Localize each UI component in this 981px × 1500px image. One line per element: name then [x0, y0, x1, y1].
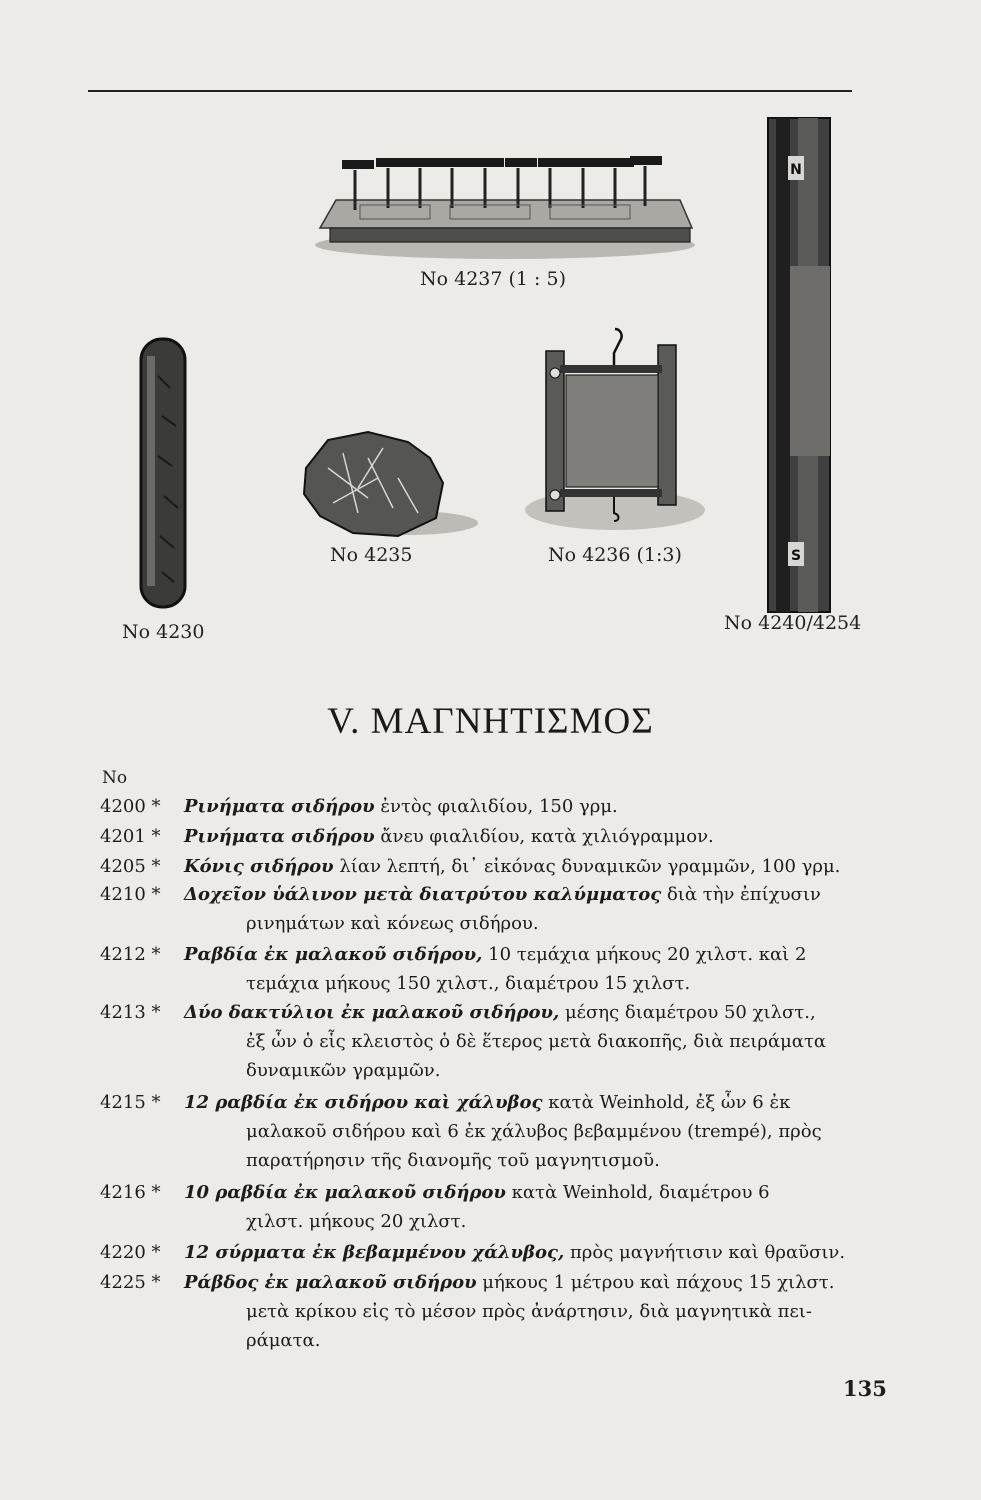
entry-text: ἐντὸς φιαλιδίου, 150 γρμ. [374, 796, 618, 817]
entry-title: 12 ραβδία ἐκ σιδήρου καὶ χάλυβος [184, 1092, 543, 1113]
entry-text: ἄνευ φιαλιδίου, κατὰ χιλιόγραμμον. [374, 826, 714, 847]
entry-continuation: χιλστ. μήκους 20 χιλστ. [246, 1211, 467, 1232]
entry-number: 4225 * [100, 1272, 161, 1293]
entry-title: Δύο δακτύλιοι ἐκ μαλακοῦ σιδήρου, [184, 1002, 560, 1023]
entry-continuation: τεμάχια μήκους 150 χιλστ., διαμέτρου 15 χιλστ. [246, 973, 691, 994]
entry-4210 [100, 880, 880, 938]
entry-4212 [100, 940, 880, 998]
entry-number: 4210 * [100, 884, 161, 905]
entry-4225 [100, 1268, 880, 1355]
entry-number: 4205 * [100, 856, 161, 877]
caption-4230: No 4230 [122, 621, 205, 643]
entry-4216 [100, 1178, 880, 1236]
entry-continuation: ρινημάτων καὶ κόνεως σιδήρου. [246, 913, 539, 934]
entry-text: λίαν λεπτή, δι᾽ εἰκόνας δυναμικῶν γραμμῶν, 100 γρμ. [333, 856, 841, 877]
entry-number: 4220 * [100, 1242, 161, 1263]
entry-number: 4212 * [100, 944, 161, 965]
entry-text: πρὸς μαγνήτισιν καὶ θραῦσιν. [564, 1242, 846, 1263]
entry-continuation: δυναμικῶν γραμμῶν. [246, 1060, 441, 1081]
entry-title: Ρινήματα σιδήρου [184, 796, 375, 817]
entry-4220 [100, 1238, 880, 1267]
entry-title: Ράβδος ἐκ μαλακοῦ σιδήρου [184, 1272, 477, 1293]
entry-text: μέσης διαμέτρου 50 χιλστ., [559, 1002, 816, 1023]
entry-4205 [100, 852, 880, 881]
caption-4240-4254: No 4240/4254 [724, 612, 862, 634]
south-pole-label: S [790, 548, 802, 564]
magnetite-rock-figure [298, 428, 478, 543]
caption-4237: No 4237 (1 : 5) [420, 268, 566, 290]
entry-continuation: μετὰ κρίκου εἰς τὸ μέσον πρὸς ἀνάρτησιν, διὰ μαγνητικὰ πει- [246, 1301, 812, 1322]
entry-number: 4200 * [100, 796, 161, 817]
entry-4200 [100, 792, 880, 821]
entry-title: Κόνις σιδήρου [184, 856, 334, 877]
entry-4201 [100, 822, 880, 851]
entry-title: Ραβδία ἐκ μαλακοῦ σιδήρου, [184, 944, 483, 965]
entry-text: διὰ τὴν ἐπίχυσιν [661, 884, 821, 905]
entry-continuation: ἐξ ὧν ὁ εἷς κλειστὸς ὁ δὲ ἕτερος μετὰ διακοπῆς, διὰ πειράματα [246, 1031, 827, 1052]
top-rule [88, 90, 852, 92]
pegs-board-figure [300, 150, 700, 268]
entry-text: 10 τεμάχια μήκους 20 χιλστ. καὶ 2 [482, 944, 807, 965]
entry-4215 [100, 1088, 880, 1175]
entry-continuation: μαλακοῦ σιδήρου καὶ 6 ἐκ χάλυβος βεβαμμένου (trempé), πρὸς [246, 1121, 822, 1142]
entry-number: 4216 * [100, 1182, 161, 1203]
entry-continuation: ράματα. [246, 1330, 321, 1351]
north-pole-label: N [790, 162, 802, 178]
entry-title: 12 σύρματα ἐκ βεβαμμένου χάλυβος, [184, 1242, 565, 1263]
caption-4235: No 4235 [330, 544, 413, 566]
number-column-header: No [102, 768, 128, 788]
entry-number: 4213 * [100, 1002, 161, 1023]
entry-title: 10 ραβδία ἐκ μαλακοῦ σιδήρου [184, 1182, 506, 1203]
entry-text: μήκους 1 μέτρου καὶ πάχους 15 χιλστ. [476, 1272, 835, 1293]
entry-4213 [100, 998, 880, 1085]
section-title: V. ΜΑΓΝΗΤΙΣΜΟΣ [327, 701, 654, 742]
entry-text: κατὰ Weinhold, ἐξ ὧν 6 ἐκ [542, 1092, 791, 1113]
entry-text: κατὰ Weinhold, διαμέτρου 6 [505, 1182, 770, 1203]
bar-magnet-figure [762, 116, 836, 616]
hanging-frame-figure [520, 325, 710, 535]
entry-number: 4215 * [100, 1092, 161, 1113]
caption-4236: No 4236 (1:3) [548, 544, 682, 566]
entry-title: Ρινήματα σιδήρου [184, 826, 375, 847]
entry-title: Δοχεῖον ὑάλινον μετὰ διατρύτου καλύμματος [184, 884, 662, 905]
page-number: 135 [843, 1376, 887, 1401]
entry-number: 4201 * [100, 826, 161, 847]
entry-continuation: παρατήρησιν τῆς διανομῆς τοῦ μαγνητισμοῦ. [246, 1150, 660, 1171]
filings-tube-figure [138, 336, 188, 611]
